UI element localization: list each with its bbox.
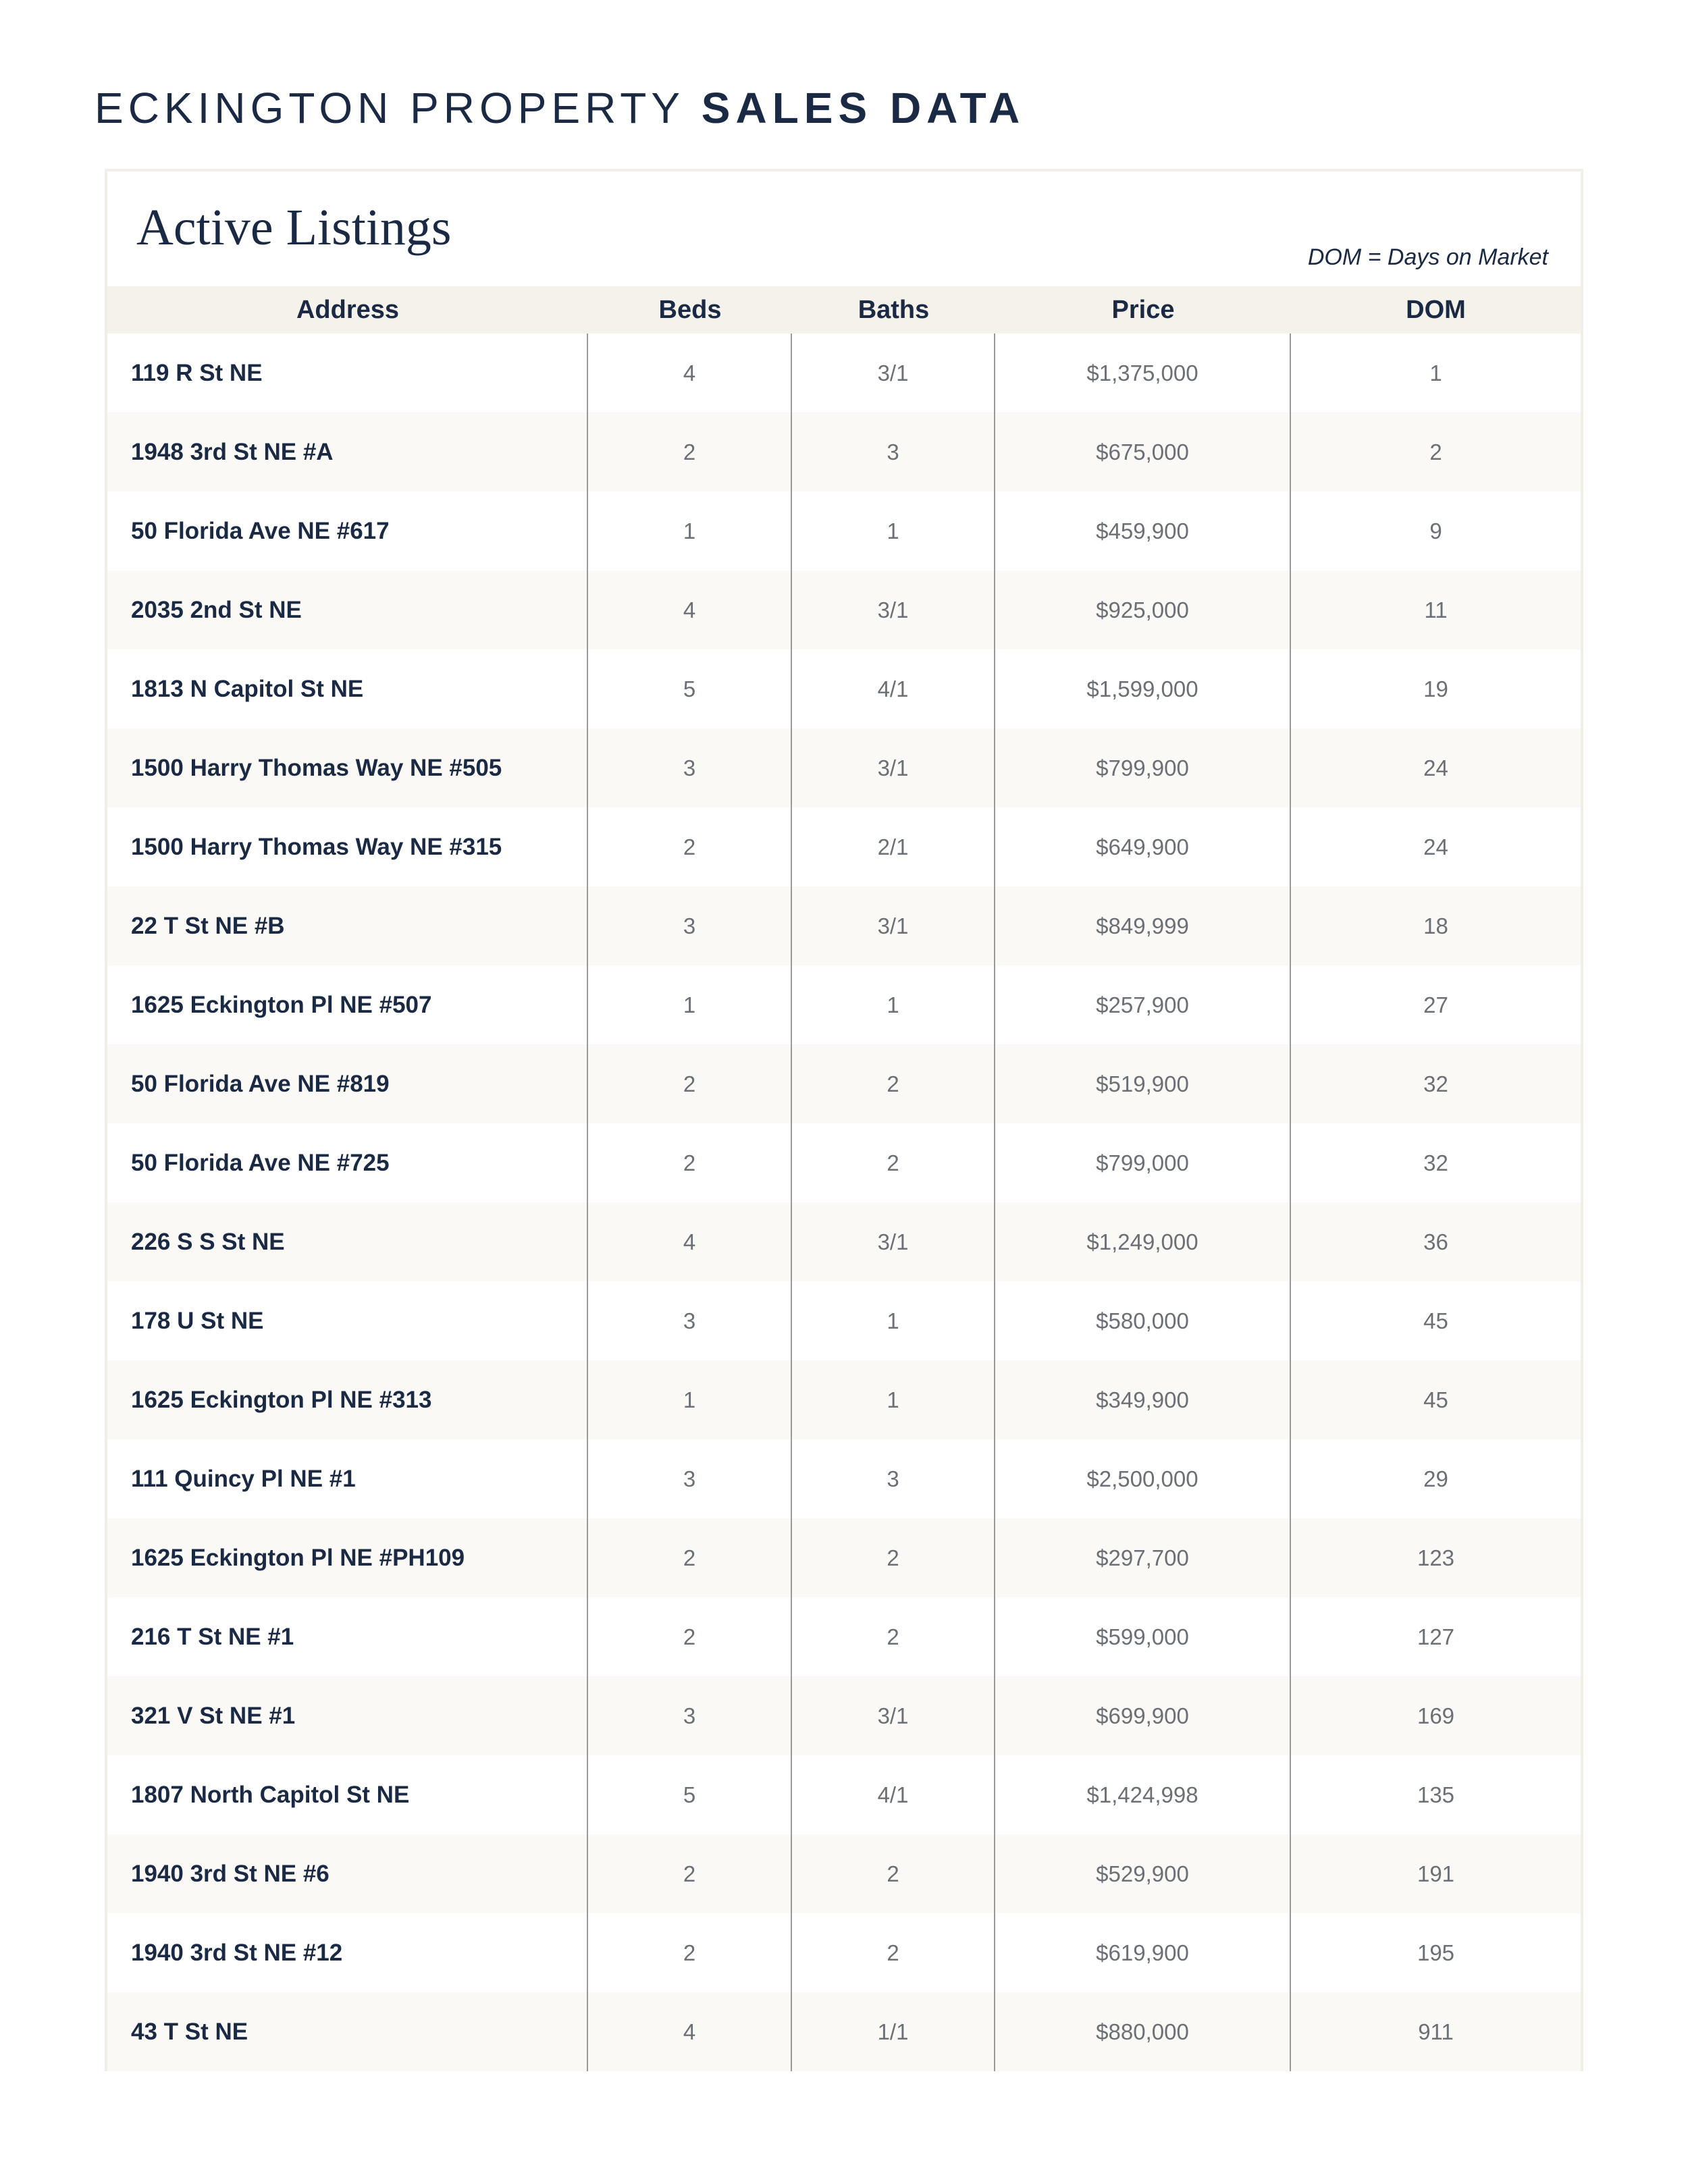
cell-beds: 3 [588,886,792,965]
cell-price: $2,500,000 [995,1439,1291,1518]
cell-address: 1500 Harry Thomas Way NE #315 [107,807,588,886]
header-dom: DOM [1406,295,1466,324]
table-header-row [107,286,1581,334]
cell-dom: 135 [1417,1782,1455,1807]
cell-baths: 2 [792,1834,995,1913]
header-address: Address [296,295,400,324]
table-row [107,1360,1581,1439]
cell-dom: 2 [1429,439,1442,464]
cell-baths: 2 [792,1518,995,1597]
cell-price: $297,700 [995,1518,1291,1597]
cell-dom: 18 [1423,913,1448,938]
cell-beds: 1 [588,491,792,570]
cell-baths: 1 [792,1360,995,1439]
cell-baths: 3/1 [792,1676,995,1755]
cell-price: $619,900 [995,1913,1291,1992]
cell-dom: 24 [1423,834,1448,859]
cell-address: 1940 3rd St NE #12 [107,1913,588,1992]
cell-address: 2035 2nd St NE [107,570,588,649]
table-body [107,334,1581,2071]
cell-baths: 3/1 [792,334,995,412]
table-row [107,1044,1581,1123]
cell-dom: 127 [1417,1624,1455,1649]
dom-legend-note: DOM = Days on Market [1307,244,1548,270]
cell-address: 1625 Eckington Pl NE #PH109 [107,1518,588,1597]
cell-price: $675,000 [995,412,1291,491]
cell-beds: 2 [588,1834,792,1913]
cell-address: 111 Quincy Pl NE #1 [107,1439,588,1518]
cell-dom: 27 [1423,992,1448,1017]
cell-dom: 32 [1423,1150,1448,1175]
cell-baths: 1 [792,491,995,570]
table-row [107,886,1581,965]
cell-beds: 3 [588,1439,792,1518]
cell-dom: 29 [1423,1466,1448,1491]
cell-beds: 4 [588,1202,792,1281]
listings-card [105,169,1583,2071]
cell-price: $925,000 [995,570,1291,649]
cell-baths: 3/1 [792,570,995,649]
table-row [107,1281,1581,1360]
cell-dom: 11 [1424,597,1448,622]
cell-beds: 2 [588,1044,792,1123]
table-row [107,649,1581,728]
page-title-light: ECKINGTON PROPERTY [95,84,685,132]
cell-price: $1,424,998 [995,1755,1291,1834]
cell-beds: 5 [588,1755,792,1834]
cell-address: 178 U St NE [107,1281,588,1360]
section-title: Active Listings [136,199,452,256]
cell-price: $880,000 [995,1992,1291,2071]
table-row [107,1913,1581,1992]
cell-address: 1625 Eckington Pl NE #507 [107,965,588,1044]
cell-baths: 2 [792,1913,995,1992]
cell-dom: 191 [1417,1861,1455,1886]
cell-beds: 3 [588,728,792,807]
table-row [107,334,1581,412]
cell-price: $257,900 [995,965,1291,1044]
cell-price: $599,000 [995,1597,1291,1676]
table-row [107,1597,1581,1676]
cell-beds: 1 [588,965,792,1044]
cell-address: 1813 N Capitol St NE [107,649,588,728]
cell-price: $1,599,000 [995,649,1291,728]
header-beds: Beds [658,295,722,324]
cell-beds: 2 [588,412,792,491]
cell-price: $459,900 [995,491,1291,570]
cell-address: 22 T St NE #B [107,886,588,965]
cell-beds: 3 [588,1281,792,1360]
cell-dom: 19 [1423,676,1448,701]
table-row [107,807,1581,886]
cell-address: 50 Florida Ave NE #617 [107,491,588,570]
page-title [95,86,1025,130]
header-baths: Baths [858,295,930,324]
cell-price: $699,900 [995,1676,1291,1755]
cell-address: 1807 North Capitol St NE [107,1755,588,1834]
cell-baths: 3/1 [792,1202,995,1281]
cell-price: $580,000 [995,1281,1291,1360]
cell-beds: 1 [588,1360,792,1439]
table-row [107,1123,1581,1202]
cell-address: 1940 3rd St NE #6 [107,1834,588,1913]
table-row [107,1834,1581,1913]
cell-price: $1,375,000 [995,334,1291,412]
cell-dom: 45 [1423,1387,1448,1412]
table-row [107,412,1581,491]
cell-dom: 169 [1417,1703,1455,1728]
cell-baths: 2/1 [792,807,995,886]
cell-beds: 4 [588,570,792,649]
cell-address: 50 Florida Ave NE #819 [107,1044,588,1123]
cell-beds: 2 [588,1597,792,1676]
table-row [107,728,1581,807]
cell-baths: 3 [792,1439,995,1518]
cell-dom: 36 [1423,1229,1448,1254]
cell-dom: 24 [1423,755,1448,780]
cell-dom: 911 [1418,2019,1454,2044]
cell-dom: 32 [1423,1071,1448,1096]
cell-beds: 5 [588,649,792,728]
listings-table [107,286,1581,2071]
cell-baths: 1/1 [792,1992,995,2071]
table-row [107,965,1581,1044]
cell-price: $799,000 [995,1123,1291,1202]
cell-baths: 4/1 [792,649,995,728]
cell-baths: 3 [792,412,995,491]
cell-address: 1500 Harry Thomas Way NE #505 [107,728,588,807]
cell-price: $649,900 [995,807,1291,886]
cell-baths: 2 [792,1597,995,1676]
table-row [107,1992,1581,2071]
cell-baths: 2 [792,1044,995,1123]
cell-baths: 4/1 [792,1755,995,1834]
cell-baths: 3/1 [792,886,995,965]
cell-price: $849,999 [995,886,1291,965]
cell-price: $1,249,000 [995,1202,1291,1281]
cell-price: $349,900 [995,1360,1291,1439]
cell-address: 216 T St NE #1 [107,1597,588,1676]
cell-baths: 2 [792,1123,995,1202]
cell-dom: 123 [1417,1545,1455,1570]
cell-beds: 3 [588,1676,792,1755]
cell-beds: 4 [588,334,792,412]
cell-beds: 2 [588,1913,792,1992]
table-row [107,570,1581,649]
table-row [107,1676,1581,1755]
cell-baths: 1 [792,1281,995,1360]
cell-dom: 45 [1423,1308,1448,1333]
table-row [107,1439,1581,1518]
cell-price: $799,900 [995,728,1291,807]
table-row [107,1755,1581,1834]
cell-address: 1948 3rd St NE #A [107,412,588,491]
cell-price: $519,900 [995,1044,1291,1123]
table-row [107,491,1581,570]
cell-address: 43 T St NE [107,1992,588,2071]
table-row [107,1202,1581,1281]
cell-beds: 2 [588,1123,792,1202]
cell-address: 119 R St NE [107,334,588,412]
cell-dom: 1 [1429,360,1442,385]
cell-address: 50 Florida Ave NE #725 [107,1123,588,1202]
cell-price: $529,900 [995,1834,1291,1913]
cell-address: 1625 Eckington Pl NE #313 [107,1360,588,1439]
cell-address: 226 S S St NE [107,1202,588,1281]
cell-beds: 2 [588,807,792,886]
page-title-bold: SALES DATA [701,84,1026,132]
cell-dom: 9 [1429,518,1442,543]
cell-beds: 4 [588,1992,792,2071]
cell-baths: 3/1 [792,728,995,807]
cell-beds: 2 [588,1518,792,1597]
cell-dom: 195 [1417,1940,1455,1965]
cell-baths: 1 [792,965,995,1044]
cell-address: 321 V St NE #1 [107,1676,588,1755]
table-row [107,1518,1581,1597]
header-price: Price [1111,295,1175,324]
